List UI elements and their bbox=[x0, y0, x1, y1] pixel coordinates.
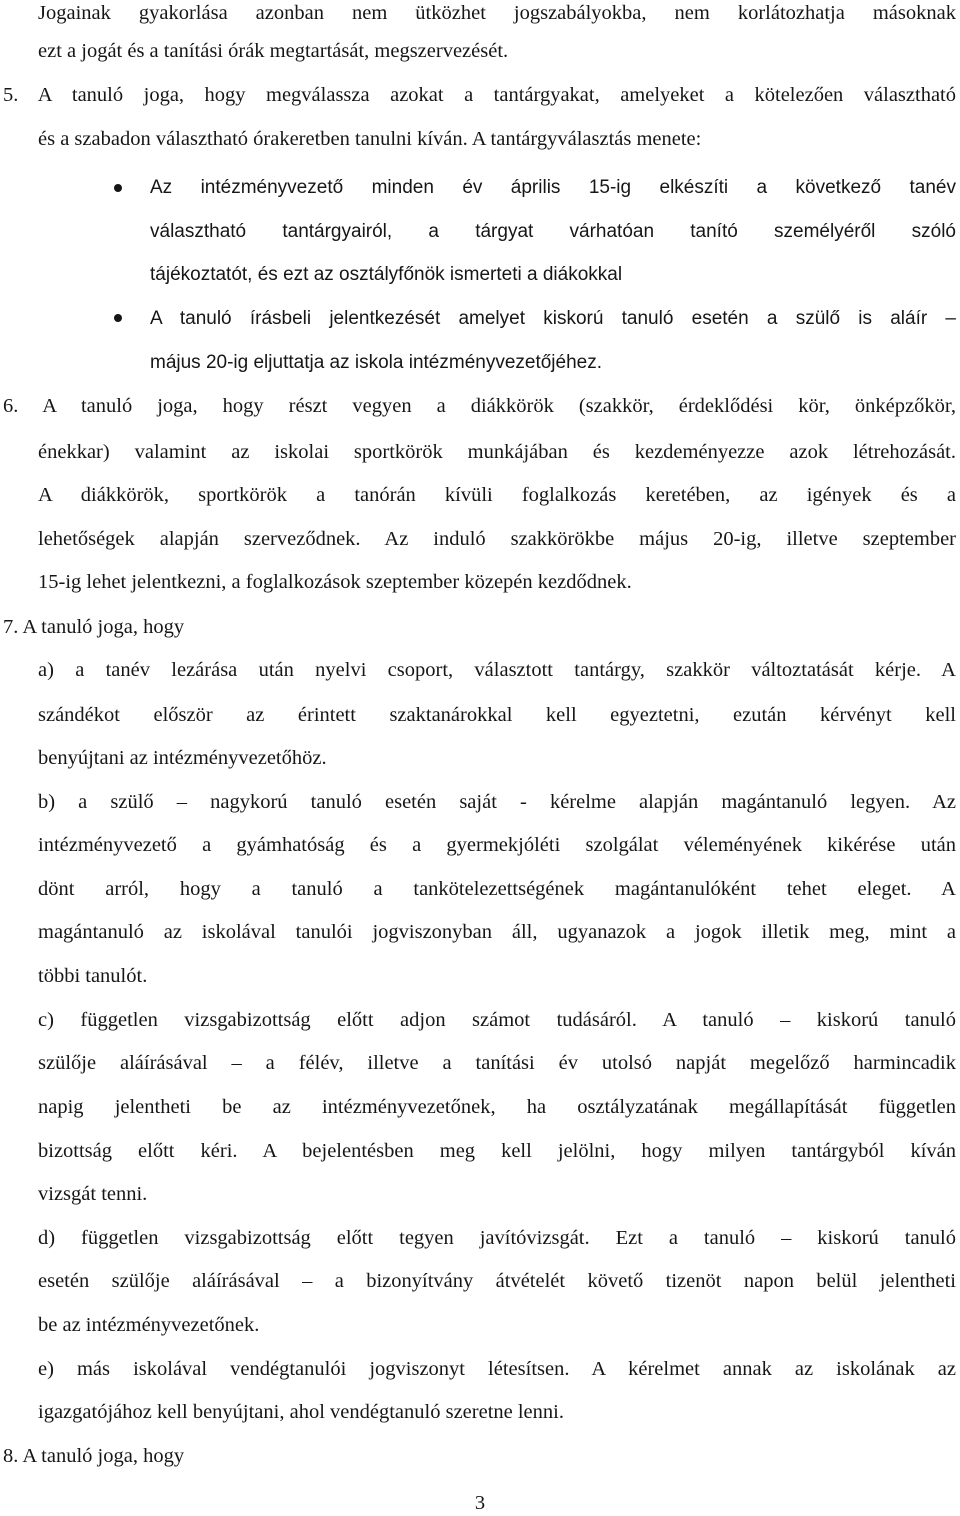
item-6-line: 6. A tanuló joga, hogy részt vegyen a diákkörök (szakkör, érdeklődési kör, önképzőkör, bbox=[3, 395, 956, 417]
item-6-line: A diákkörök, sportkörök a tanórán kívüli foglalkozás keretében, az igények és a bbox=[38, 484, 956, 506]
item-7d-line: esetén szülője aláírásával – a bizonyítvány átvételét követő tizenöt napon belül jelentheti bbox=[38, 1270, 956, 1292]
item-5-line: és a szabadon választható órakeretben tanulni kíván. A tantárgyválasztás menete: bbox=[38, 128, 702, 150]
item-7a-line: szándékot először az érintett szaktanárokkal kell egyeztetni, ezután kérvényt kell bbox=[38, 704, 956, 726]
text-line: Jogainak gyakorlása azonban nem ütközhet jogszabályokba, nem korlátozhatja másoknak bbox=[38, 2, 956, 24]
item-6-line: énekkar) valamint az iskolai sportkörök munkájában és kezdeményezze azok létrehozását. bbox=[38, 441, 956, 463]
item-8-heading: 8. A tanuló joga, hogy bbox=[3, 1445, 185, 1467]
text-line: ezt a jogát és a tanítási órák megtartását, megszervezését. bbox=[38, 40, 509, 62]
item-5-line: 5. A tanuló joga, hogy megválassza azokat a tantárgyakat, amelyeket a kötelezően választható bbox=[3, 84, 956, 106]
item-7e-line: igazgatójához kell benyújtani, ahol vendégtanuló szeretne lenni. bbox=[38, 1401, 564, 1423]
item-6-line: 15-ig lehet jelentkezni, a foglalkozások szeptember közepén kezdődnek. bbox=[38, 571, 632, 593]
item-7c-line: c) független vizsgabizottság előtt adjon számot tudásáról. A tanuló – kiskorú tanuló bbox=[38, 1009, 956, 1031]
item-7d-line: be az intézményvezetőnek. bbox=[38, 1314, 260, 1336]
item-7b-line: dönt arról, hogy a tanuló a tankötelezettségének magántanulóként tehet eleget. A bbox=[38, 878, 956, 900]
page-number: 3 bbox=[474, 1492, 486, 1514]
item-7b-line: magántanuló az iskolával tanulói jogviszonyban áll, ugyanazok a jogok illetik meg, mint a bbox=[38, 921, 956, 943]
item-7b-line: intézményvezető a gyámhatóság és a gyermekjóléti szolgálat véleményének kikérése után bbox=[38, 834, 956, 856]
bullet-1-line: tájékoztatót, és ezt az osztályfőnök ismerteti a diákokkal bbox=[150, 264, 623, 285]
bullet-icon bbox=[114, 314, 122, 322]
bullet-2-line: A tanuló írásbeli jelentkezését amelyet kiskorú tanuló esetén a szülő is aláír – bbox=[150, 308, 956, 329]
item-7c-line: vizsgát tenni. bbox=[38, 1183, 148, 1205]
item-7a-line: benyújtani az intézményvezetőhöz. bbox=[38, 747, 327, 769]
item-7c-line: napig jelentheti be az intézményvezetőnek, ha osztályzatának megállapítását független bbox=[38, 1096, 956, 1118]
bullet-2-line: május 20-ig eljuttatja az iskola intézményvezetőjéhez. bbox=[150, 352, 603, 373]
item-7d-line: d) független vizsgabizottság előtt tegyen javítóvizsgát. Ezt a tanuló – kiskorú tanuló bbox=[38, 1227, 956, 1249]
item-7b-line: többi tanulót. bbox=[38, 965, 148, 987]
item-7c-line: szülője aláírásával – a félév, illetve a tanítási év utolsó napját megelőző harmincadik bbox=[38, 1052, 956, 1074]
item-6-line: lehetőségek alapján szerveződnek. Az induló szakkörökbe május 20-ig, illetve szeptember bbox=[38, 528, 956, 550]
item-7c-line: bizottság előtt kéri. A bejelentésben meg kell jelölni, hogy milyen tantárgyból kíván bbox=[38, 1140, 956, 1162]
item-7e-line: e) más iskolával vendégtanulói jogviszonyt létesítsen. A kérelmet annak az iskolának az bbox=[38, 1358, 956, 1380]
item-7a-line: a) a tanév lezárása után nyelvi csoport, választott tantárgy, szakkör változtatását kérje. A bbox=[38, 659, 956, 681]
bullet-icon bbox=[114, 184, 122, 192]
bullet-1-line: választható tantárgyairól, a tárgyat várhatóan tanító személyéről szóló bbox=[150, 221, 956, 242]
item-7b-line: b) a szülő – nagykorú tanuló esetén saját - kérelme alapján magántanuló legyen. Az bbox=[38, 791, 956, 813]
item-7-heading: 7. A tanuló joga, hogy bbox=[3, 616, 185, 638]
bullet-1-line: Az intézményvezető minden év április 15-ig elkészíti a következő tanév bbox=[150, 177, 956, 198]
